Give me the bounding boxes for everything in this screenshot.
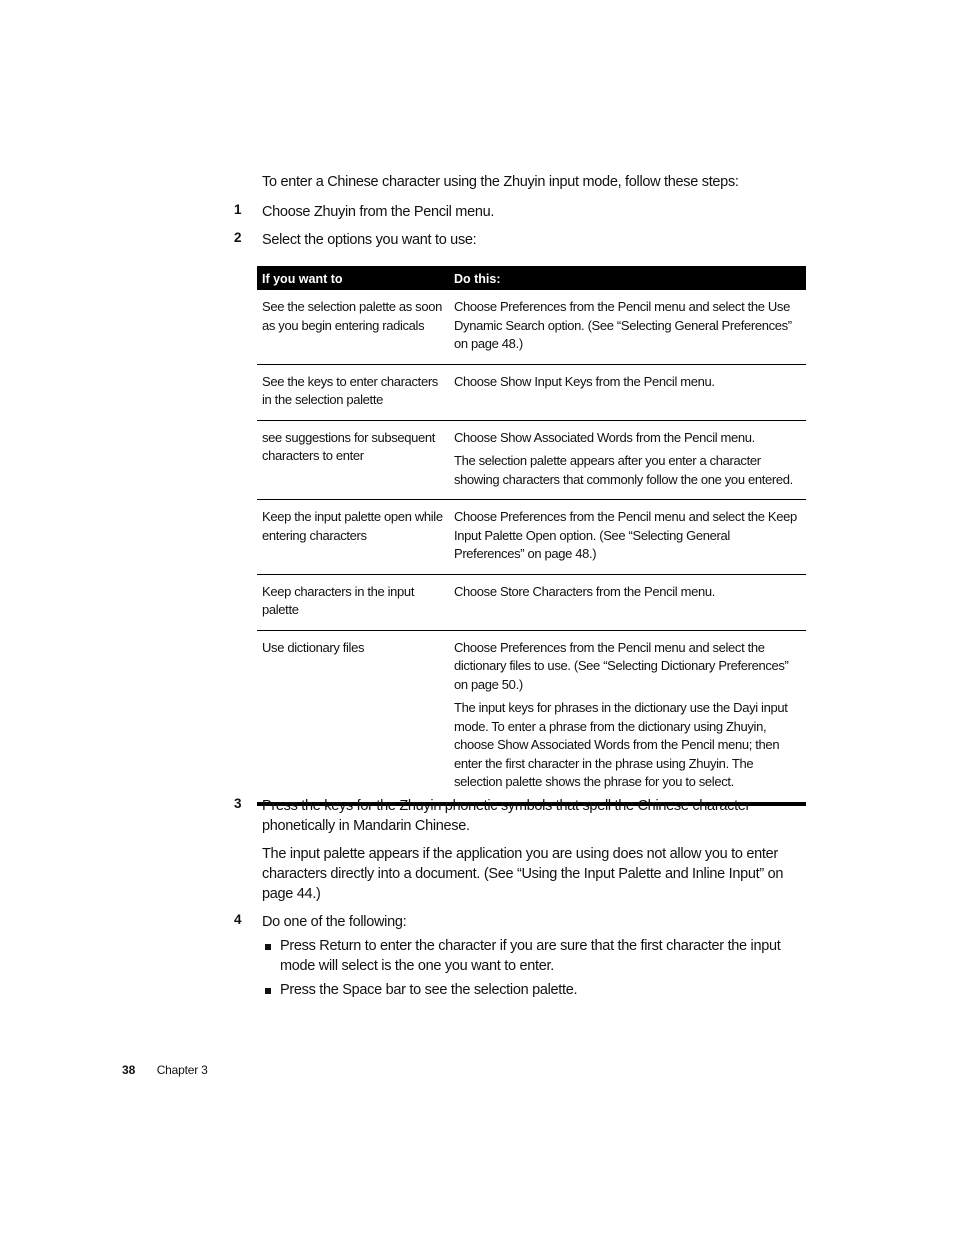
step-text: Do one of the following: xyxy=(262,914,407,930)
do-text: The input keys for phrases in the dictionary use the Dayi input mode. To enter a phrase from the dictionary using Zhuyin, choose Show Associated Words from the Pencil menu; then enter the first character in the phrase using Zhuyin. The selection palette shows the phrase for you to select. xyxy=(454,700,788,789)
want-cell: Keep the input palette open while entering characters xyxy=(257,500,449,575)
step-number: 3 xyxy=(234,796,242,811)
do-cell xyxy=(449,364,806,420)
do-cell xyxy=(449,574,806,630)
want-cell: Use dictionary files xyxy=(257,630,449,804)
bullet-text: Press Return to enter the character if you are sure that the first character the input mode will select is the one you want to enter. xyxy=(280,938,781,974)
want-cell: See the keys to enter characters in the selection palette xyxy=(257,364,449,420)
column-header: Do this: xyxy=(449,266,806,290)
step-text: Press the keys for the Zhuyin phonetic symbols that spell the Chinese character phonetically in Mandarin Chinese. xyxy=(262,798,751,834)
step-number: 2 xyxy=(234,230,242,245)
step-text: Choose Zhuyin from the Pencil menu. xyxy=(262,204,495,220)
do-text: Choose Store Characters from the Pencil menu. xyxy=(454,583,715,599)
do-cell xyxy=(449,630,806,804)
page-footer xyxy=(122,1063,208,1077)
bullet-list xyxy=(262,936,814,1000)
step-number: 1 xyxy=(234,202,242,217)
table-header-row xyxy=(257,266,806,290)
table-row xyxy=(257,290,806,364)
do-text: Choose Show Associated Words from the Pencil menu. xyxy=(454,429,755,445)
list-item xyxy=(262,936,814,976)
do-text: The selection palette appears after you enter a character showing characters that commonly follow the one you entered. xyxy=(454,453,793,487)
bullet-square-icon xyxy=(265,988,271,994)
list-item xyxy=(262,980,814,1000)
options-table xyxy=(257,266,806,806)
table-row xyxy=(257,500,806,575)
bullet-text: Press the Space bar to see the selection palette. xyxy=(280,982,578,998)
intro-paragraph: To enter a Chinese character using the Zhuyin input mode, follow these steps: xyxy=(262,174,739,190)
do-cell xyxy=(449,500,806,575)
do-cell xyxy=(449,290,806,364)
step-4 xyxy=(234,912,814,1004)
table-row xyxy=(257,420,806,500)
want-cell: see suggestions for subsequent characters to enter xyxy=(257,420,449,500)
do-text: Choose Preferences from the Pencil menu and select the dictionary files to use. (See “Selecting Dictionary Preferences” on page 50.) xyxy=(454,639,789,692)
do-text: Choose Preferences from the Pencil menu and select the Keep Input Palette Open option. (See “Selecting General Preferences” on page 48.) xyxy=(454,509,797,561)
table-row xyxy=(257,630,806,804)
chapter-label: Chapter 3 xyxy=(156,1063,208,1077)
page-number: 38 xyxy=(122,1063,136,1077)
want-cell: See the selection palette as soon as you begin entering radicals xyxy=(262,299,442,333)
step-text: Select the options you want to use: xyxy=(262,232,477,248)
step-number: 4 xyxy=(234,912,242,927)
column-header: If you want to xyxy=(257,266,449,290)
step-note: The input palette appears if the application you are using does not allow you to enter characters directly into a document. (See “Using the Input Palette and Inline Input” on page 44.) xyxy=(262,846,784,902)
table-row xyxy=(257,364,806,420)
do-text: Choose Show Input Keys from the Pencil menu. xyxy=(454,373,715,389)
do-text: Choose Preferences from the Pencil menu and select the Use Dynamic Search option. (See “Selecting General Preferences” on page 48.) xyxy=(454,299,792,351)
want-cell: Keep characters in the input palette xyxy=(257,574,449,630)
bullet-square-icon xyxy=(265,944,271,950)
do-cell xyxy=(449,420,806,500)
step-1 xyxy=(234,202,814,230)
step-3 xyxy=(234,796,814,912)
step-2 xyxy=(234,230,814,258)
table-row xyxy=(257,574,806,630)
